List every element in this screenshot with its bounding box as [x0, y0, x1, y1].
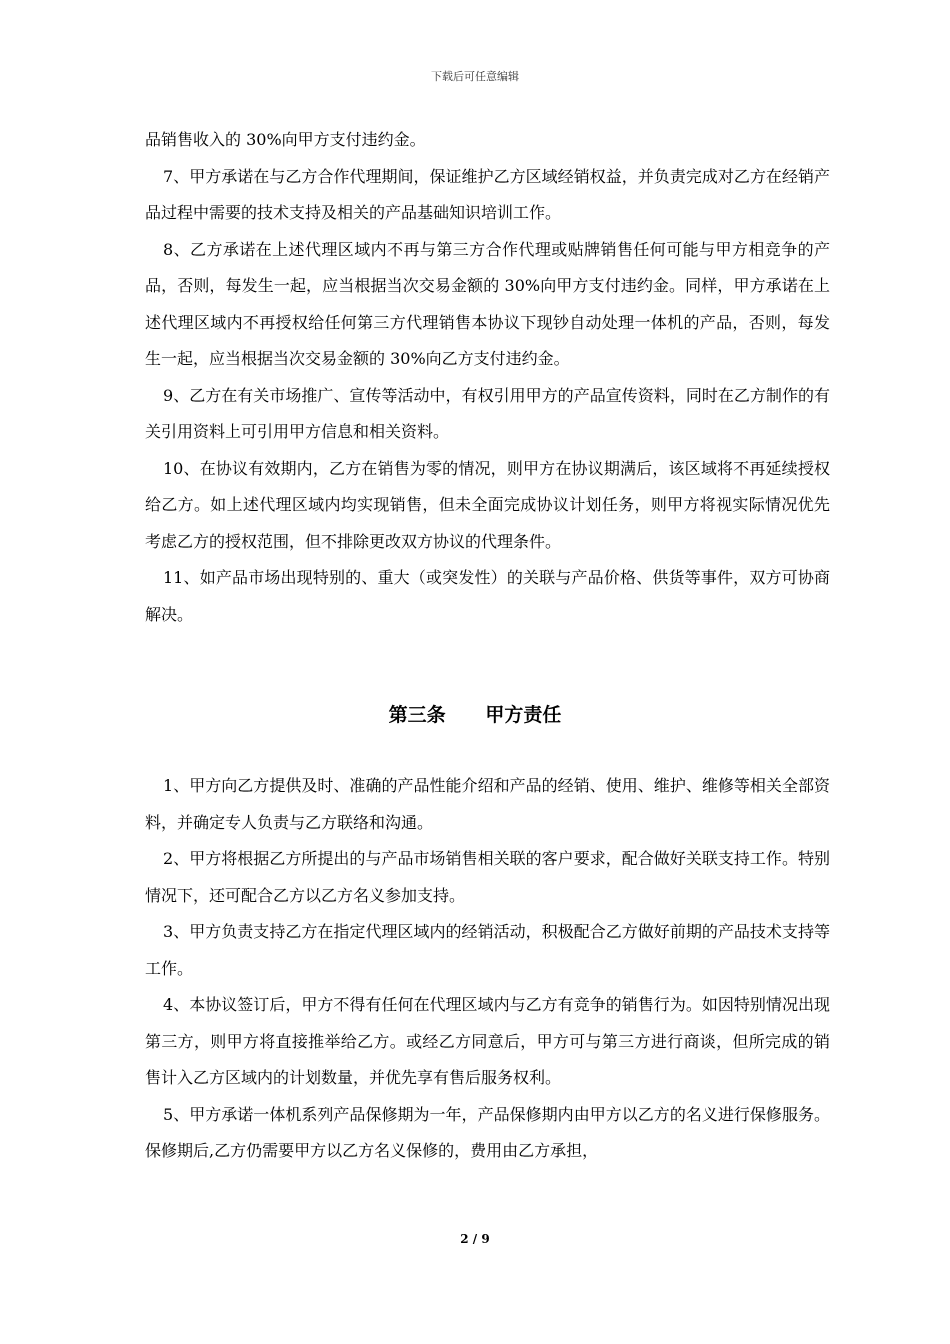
paragraph-item-2: 2、甲方将根据乙方所提出的与产品市场销售相关联的客户要求，配合做好关联支持工作。特别情况下，还可配合乙方以乙方名义参加支持。: [145, 849, 830, 905]
paragraph-item-7: 7、甲方承诺在与乙方合作代理期间，保证维护乙方区域经销权益，并负责完成对乙方在经销产品过程中需要的技术支持及相关的产品基础知识培训工作。: [145, 166, 830, 222]
paragraph-item-10: 10、在协议有效期内，乙方在销售为零的情况，则甲方在协议期满后，该区域将不再延续授权给乙方。如上述代理区域内均实现销售，但未全面完成协议计划任务，则甲方将视实际情况优先考虑乙方的授权范围，但不排除更改双方协议的代理条件。: [145, 458, 830, 551]
previous-section-body: [145, 122, 830, 633]
page-header: 下载后可任意编辑: [431, 70, 519, 83]
section-three-body: [145, 768, 830, 1170]
paragraph-item-4: 4、本协议签订后，甲方不得有任何在代理区域内与乙方有竞争的销售行为。如因特别情况出现第三方，则甲方将直接推举给乙方。或经乙方同意后，甲方可与第三方进行商谈，但所完成的销售计入乙方区域内的计划数量，并优先享有售后服务权利。: [145, 995, 830, 1087]
paragraph-item-5: 5、甲方承诺一体机系列产品保修期为一年，产品保修期内由甲方以乙方的名义进行保修服务。保修期后,乙方仍需要甲方以乙方名义保修的，费用由乙方承担，: [145, 1104, 830, 1160]
paragraph-continuation: 品销售收入的 30%向甲方支付违约金。: [145, 130, 426, 149]
paragraph-item-11: 11、如产品市场出现特别的、重大（或突发性）的关联与产品价格、供货等事件，双方可协商解决。: [145, 568, 830, 624]
section-heading: 第三条 甲方责任: [388, 704, 562, 726]
page-number: 2 / 9: [460, 1232, 490, 1246]
paragraph-item-9: 9、乙方在有关市场推广、宣传等活动中，有权引用甲方的产品宣传资料，同时在乙方制作的有关引用资料上可引用甲方信息和相关资料。: [145, 385, 830, 441]
paragraph-item-8: 8、乙方承诺在上述代理区域内不再与第三方合作代理或贴牌销售任何可能与甲方相竞争的产品，否则，每发生一起，应当根据当次交易金额的 30%向甲方支付违约金。同样，甲方承诺在上述代理区域内不再授权给任何第三方代理销售本协议下现钞自动处理一体机的产品，否则，每发生一起，应当根据当次交易金额的 30%向乙方支付违约金。: [145, 239, 830, 368]
paragraph-item-3: 3、甲方负责支持乙方在指定代理区域内的经销活动，积极配合乙方做好前期的产品技术支持等工作。: [145, 922, 830, 978]
paragraph-item-1: 1、甲方向乙方提供及时、准确的产品性能介绍和产品的经销、使用、维护、维修等相关全部资料，并确定专人负责与乙方联络和沟通。: [145, 776, 830, 832]
